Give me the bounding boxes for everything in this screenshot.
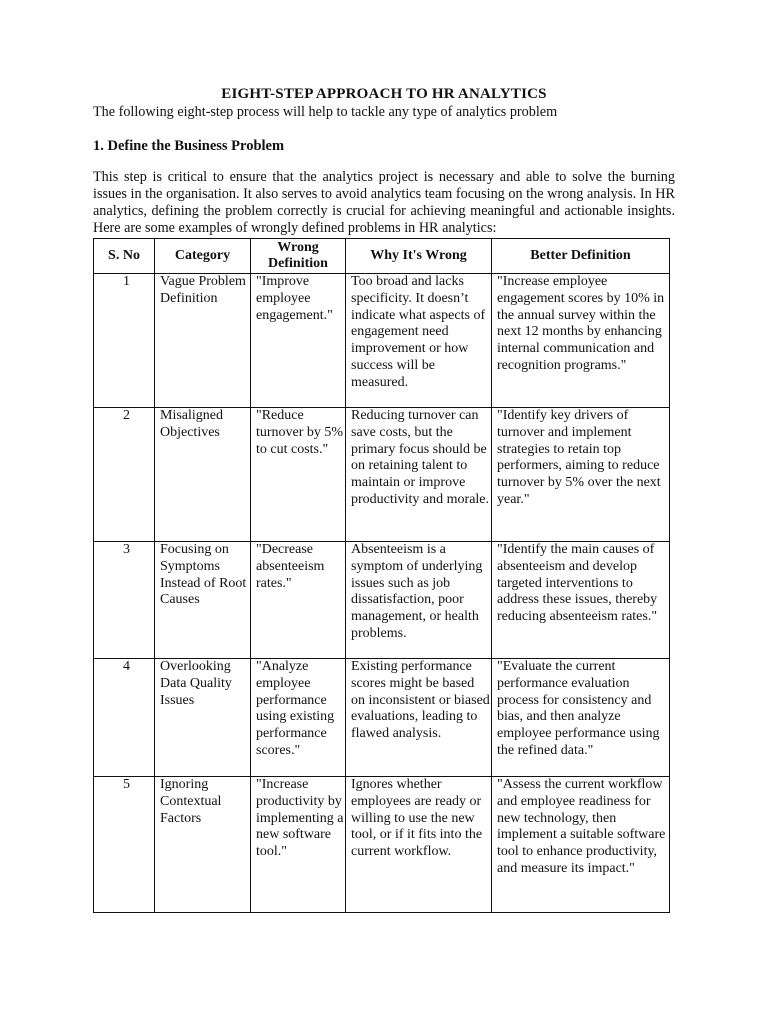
cell-why-wrong: Reducing turnover can save costs, but the primary focus should be on retaining talent to maintain or improve productivity and morale.: [346, 408, 492, 542]
body-paragraph: This step is critical to ensure that the analytics project is necessary and able to solve the burning issues in the organisation. It also serves to avoid analytics team focusing on the wrong analysis. In HR analytics, defining the problem correctly is crucial for achieving meaningful and actionable insights. Here are some examples of wrongly defined problems in HR analytics:: [93, 169, 675, 236]
cell-why-wrong: Too broad and lacks specificity. It doesn’t indicate what aspects of engagement need improvement or how success will be measured.: [346, 274, 492, 408]
header-sno: S. No: [94, 239, 155, 274]
cell-sno: 4: [94, 659, 155, 777]
cell-wrong-definition: "Improve employee engagement.": [251, 274, 346, 408]
cell-why-wrong: Absenteeism is a symptom of underlying issues such as job dissatisfaction, poor management, or health problems.: [346, 542, 492, 659]
header-wrong-definition: Wrong Definition: [251, 239, 346, 274]
cell-category: Ignoring Contextual Factors: [155, 777, 251, 913]
page-title: EIGHT-STEP APPROACH TO HR ANALYTICS: [221, 86, 547, 102]
examples-table: [93, 238, 670, 913]
table-row: [94, 408, 670, 542]
cell-wrong-definition: "Decrease absenteeism rates.": [251, 542, 346, 659]
cell-wrong-definition: "Analyze employee performance using existing performance scores.": [251, 659, 346, 777]
table-header-row: [94, 239, 670, 274]
cell-category: Misaligned Objectives: [155, 408, 251, 542]
table-row: [94, 659, 670, 777]
header-why-wrong: Why It's Wrong: [346, 239, 492, 274]
intro-text: The following eight-step process will help to tackle any type of analytics problem: [93, 104, 558, 120]
cell-sno: 3: [94, 542, 155, 659]
cell-better-definition: "Evaluate the current performance evaluation process for consistency and bias, and then analyze employee performance using the refined data.": [492, 659, 670, 777]
cell-why-wrong: Existing performance scores might be based on inconsistent or biased evaluations, leading to flawed analysis.: [346, 659, 492, 777]
cell-better-definition: "Assess the current workflow and employee readiness for new technology, then implement a suitable software tool to enhance productivity, and measure its impact.": [492, 777, 670, 913]
cell-category: Vague Problem Definition: [155, 274, 251, 408]
cell-category: Overlooking Data Quality Issues: [155, 659, 251, 777]
header-better-definition: Better Definition: [492, 239, 670, 274]
header-category: Category: [155, 239, 251, 274]
cell-wrong-definition: "Increase productivity by implementing a new software tool.": [251, 777, 346, 913]
table-row: [94, 274, 670, 408]
section-heading: 1. Define the Business Problem: [93, 138, 285, 154]
cell-sno: 1: [94, 274, 155, 408]
cell-better-definition: "Identify key drivers of turnover and implement strategies to retain top performers, aiming to reduce turnover by 5% over the next year.": [492, 408, 670, 542]
cell-better-definition: "Identify the main causes of absenteeism and develop targeted interventions to address these issues, thereby reducing absenteeism rates.": [492, 542, 670, 659]
cell-category: Focusing on Symptoms Instead of Root Causes: [155, 542, 251, 659]
cell-wrong-definition: "Reduce turnover by 5% to cut costs.": [251, 408, 346, 542]
cell-better-definition: "Increase employee engagement scores by 10% in the annual survey within the next 12 months by enhancing internal communication and recognition programs.": [492, 274, 670, 408]
cell-sno: 5: [94, 777, 155, 913]
table-row: [94, 542, 670, 659]
cell-why-wrong: Ignores whether employees are ready or willing to use the new tool, or if it fits into the current workflow.: [346, 777, 492, 913]
cell-sno: 2: [94, 408, 155, 542]
table-row: [94, 777, 670, 913]
